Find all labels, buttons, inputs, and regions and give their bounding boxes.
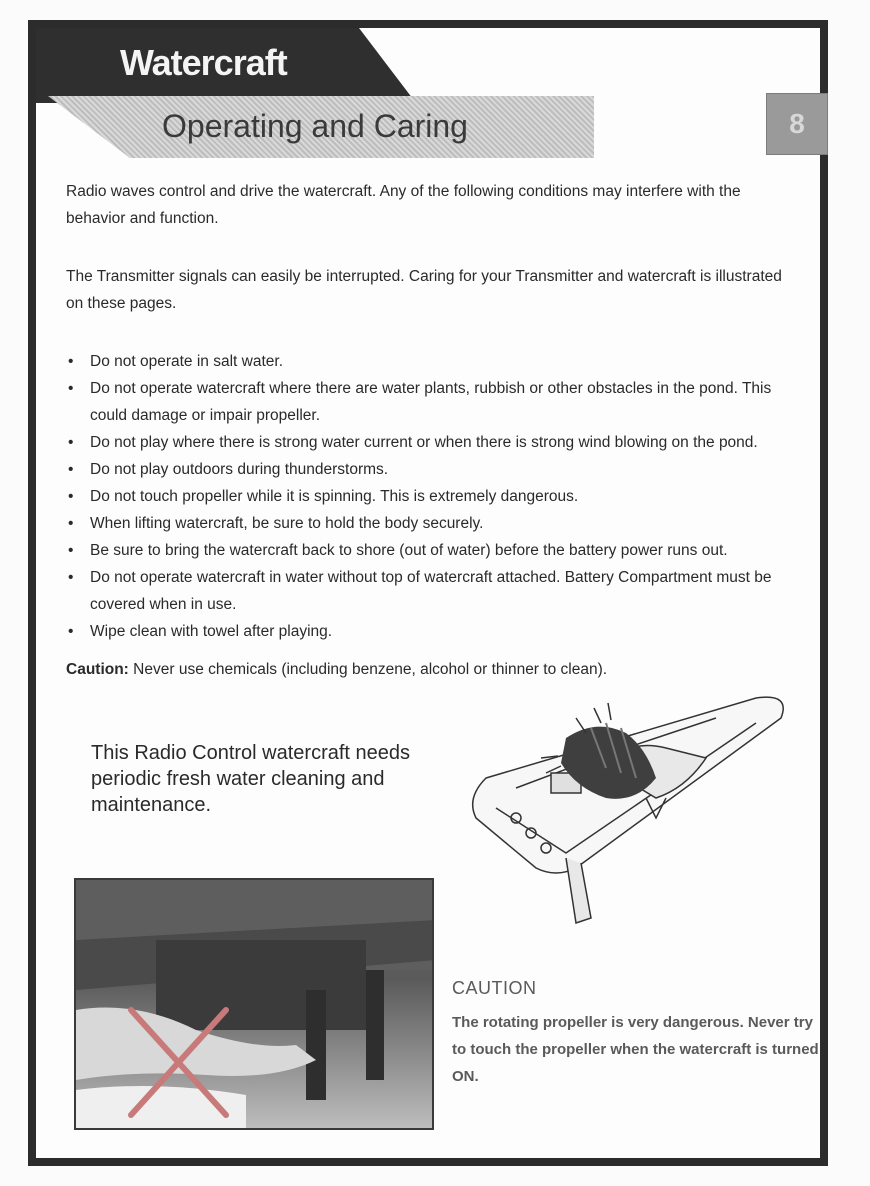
section-title: Operating and Caring bbox=[162, 108, 468, 144]
caution-label: Caution: bbox=[66, 661, 129, 678]
list-item: • Do not play outdoors during thunderstorms. bbox=[64, 456, 809, 483]
caution-body: The rotating propeller is very dangerous. Never try to touch the propeller when the watercraft is turned ON. bbox=[452, 1014, 819, 1085]
list-item: • Do not touch propeller while it is spinning. This is extremely dangerous. bbox=[64, 483, 809, 510]
intro-paragraph-2: The Transmitter signals can easily be interrupted. Caring for your Transmitter and watercraft is illustrated on these pages. bbox=[66, 268, 782, 312]
list-item: • Wipe clean with towel after playing. bbox=[64, 618, 809, 645]
list-item: • Do not operate watercraft where there are water plants, rubbish or other obstacles in the pond. This could damage or impair propeller. bbox=[64, 375, 809, 429]
propeller-hand-photo-icon bbox=[74, 878, 434, 1130]
list-item: • Do not operate in salt water. bbox=[64, 348, 809, 375]
page-title: Watercraft bbox=[120, 42, 287, 83]
page-number-badge: 8 bbox=[766, 93, 828, 155]
list-item: • Be sure to bring the watercraft back to shore (out of water) before the battery power runs out. bbox=[64, 537, 809, 564]
list-item: • Do not operate watercraft in water without top of watercraft attached. Battery Compartment must be covered when in use. bbox=[64, 564, 809, 618]
bullet-list bbox=[64, 348, 809, 645]
intro-paragraph-1: Radio waves control and drive the watercraft. Any of the following conditions may interfere with the behavior and function. bbox=[66, 183, 741, 227]
list-item: • Do not play where there is strong water current or when there is strong wind blowing on the pond. bbox=[64, 429, 809, 456]
caution-heading: CAUTION bbox=[452, 978, 537, 998]
propeller-caution bbox=[452, 978, 822, 1090]
boat-cleaning-illustration-icon bbox=[456, 678, 796, 928]
maintenance-note: This Radio Control watercraft needs periodic fresh water cleaning and maintenance. bbox=[91, 742, 411, 816]
caution-text: Never use chemicals (including benzene, alcohol or thinner to clean). bbox=[128, 661, 608, 678]
page-frame bbox=[28, 20, 828, 1166]
list-item: • When lifting watercraft, be sure to hold the body securely. bbox=[64, 510, 809, 537]
